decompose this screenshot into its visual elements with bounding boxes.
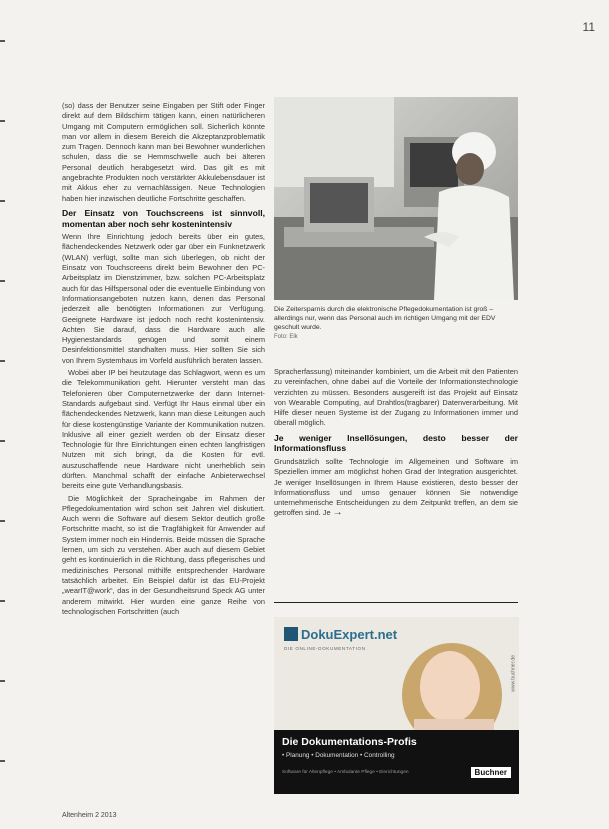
ad-brand: Buchner (471, 767, 511, 778)
paragraph: Spracherfassung) miteinander kombiniert, um die Arbeit mit den Patienten zu vereinfachen, ohne dabei auf die Vorteile der Informationstechnologie verzichten zu müssen. Besonders ausgereift ist das Projekt auf Einsatz von Wearable Computing, auf Drahtlos(tragbarer) Datenverarbeitung. Mit Hilfe dieser neuen Systeme ist der Zugang zu Informationen immer und überall möglich. (274, 367, 518, 428)
photo-caption (274, 305, 520, 342)
binding-marks (0, 0, 6, 829)
paragraph: Wobei aber IP bei heutzutage das Schlagwort, wenn es um die Telekommunikation geht. Hierunter versteht man das Telefonieren über Computernetzwerke der dann Internet-Standards aufgebaut sind. Verfügt Ihr Haus einmal über ein flächendeckendes Netzwerk, kann man diese Leitungen auch für diese kostengünstige Variante der Kommunikation nutzen. Inklusive all einer gezielt werden ob der Einsatz dieser Technologie für Ihre Einrichtungen einen echten langfristigen Nutzen mit sich bringt, da die Kosten für evtl. auszuschaffende neue Hardware nicht unerheblich sein dürften. Manchmal schafft der einfache Anbieterwechsel bereits eine gute Verhandlungsbasis. (62, 368, 265, 491)
paragraph: Wenn Ihre Einrichtung jedoch bereits über ein gutes, flächendeckendes Netzwerk oder gar über ein Funknetzwerk (WLAN) verfügt, sollte man sich überlegen, ob nicht der Einsatz von Touchscreens direkt beim Bewohner den PC-Arbeitsplatz im Dienstzimmer, bzw. solchen PC-Arbeitsplatz auch für das Hilfspersonal oder die eventuelle Einbindung von Informationsangeboten nutzen kann, denen das Personal jederzeit alle benötigten Informationen zur Verfügung. Geeignete Hardware ist jedoch noch recht kostenintensiv. Achten Sie darauf, dass die Hardware auch alle Hygienestandards genügen und somit einem Desinfektionsmittel standhalten muss. Hier sollten Sie sich von Ihrem Systemhaus im Vorfeld ausführlich beraten lassen. (62, 232, 265, 365)
ad-url: www.buchner.de (511, 655, 517, 692)
ad-title: Die Dokumentations-Profis (282, 736, 417, 748)
section-heading: Je weniger Insellösungen, desto besser der Informationsfluss (274, 432, 518, 454)
ad-footnote: Software für Altenpflege • Ambulante Pflege • Einrichtungen (282, 770, 409, 775)
continue-arrow-icon: → (332, 507, 343, 519)
paragraph: Grundsätzlich sollte Technologie im Allgemeinen und Software im Speziellen immer am möglichst hohen Grad der Integration ausgerichtet. Je weniger Insellösungen in Ihrem Hause existieren, desto besser der Informationsfluss und umso genauer können Sie notwendige unternehmerische Entscheidungen zu dem Zeitpunkt treffen, an dem sie getroffen sind. Je (274, 456, 518, 518)
paragraph: (so) dass der Benutzer seine Eingaben per Stift oder Finger direkt auf dem Bildschirm tätigen kann, einen natürlicheren Umgang mit Computern ermöglichen soll. Sicherlich könnte man vor allem in diesem Bereich die Akzeptanzproblematik zum Tragen. Dennoch kann man bei Bewohner wunderlichen schulen, dass die se Hemmschwelle auch bei älteren Personal deutlich herabgesetzt wird. Das gilt es mit angebrachte Produkten noch verstärkter Akkulebensdauer ist mit Akkus eher zu vernachlässigen. Neue Technologien haben hier inzwischen deutliche Fortschritte geschaffen. (62, 101, 265, 203)
ad-items: • Planung • Dokumentation • Controlling (282, 752, 395, 759)
paragraph-with-arrow (274, 457, 518, 519)
photo-credit: Foto: Elk (274, 334, 298, 340)
right-column (274, 367, 518, 521)
logo-mark-icon (284, 627, 298, 641)
advertisement (274, 617, 519, 794)
divider (274, 602, 518, 603)
page-number: 11 (582, 20, 595, 34)
nurse-computer-photo (274, 97, 518, 300)
ad-subline: DIE ONLINE-DOKUMENTATION (284, 646, 366, 651)
ad-logo (284, 627, 397, 642)
left-column (62, 101, 265, 619)
paragraph: Die Möglichkeit der Spracheingabe im Rahmen der Pflegedokumentation wird schon seit Jahren viel diskutiert. Auch wenn die Software auf diesem Sektor deutlich große Fortschritte macht, so ist die Tragfähigkeit für Anwender auf System immer noch ein Hindernis. Beide müssen die Sprache lernen, um sich zu verstehen. Aber auch auf diesem Gebiet geht es kontinuierlich in die Richtung, dass pflegerisches und medizinisches Personal mithilfe entsprechender Hardware tatsächlich arbeitet. Ein Beispiel dafür ist das EU-Projekt „wearIT@work“, das in der Gesundheitsrund Speck AG unter anderem mitwirkt. Hier wurden eine ganze Reihe von technologischen Fortschritten (auch (62, 493, 265, 616)
article-photo (274, 97, 518, 300)
caption-text: Die Zeitersparnis durch die elektronische Pflegedokumentation ist groß – allerdings nur, wenn das Personal auch im richtigen Umgang mit der EDV geschult wurde. (274, 306, 496, 331)
section-heading: Der Einsatz von Touchscreens ist sinnvoll, momentan aber noch sehr kostenintensiv (62, 207, 265, 229)
ad-logo-text: DokuExpert.net (301, 627, 398, 642)
page-footer: Altenheim 2 2013 (62, 812, 117, 819)
